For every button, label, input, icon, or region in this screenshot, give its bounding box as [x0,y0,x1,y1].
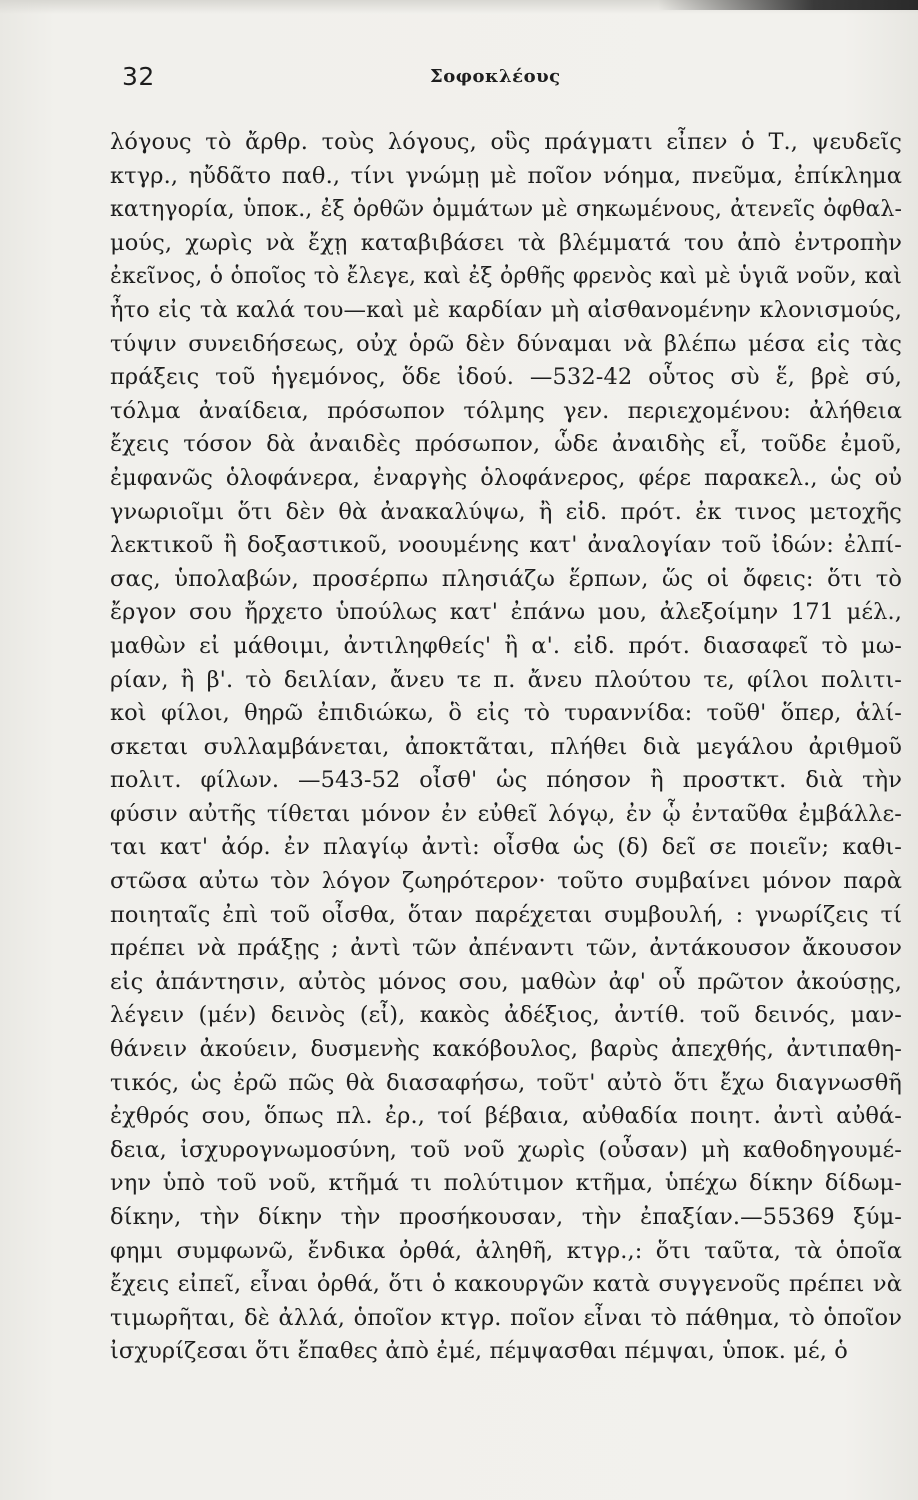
text-line: τικός, ὡς ἐρῶ πῶς θὰ διασαφήσω, τοῦτ' αὐτὸ ὅτι ἔχω διαγνωσθῆ [110,1069,902,1096]
text-line: εἰς ἀπάντησιν, αὐτὸς μόνος σου, μαθὼν ἀφ' οὗ πρῶτον ἀκούσῃς, [110,968,902,995]
text-line: κοὶ φίλοι, θηρῶ ἐπιδιώκω, ὃ εἰς τὸ τυραννίδα: τοῦθ' ὅπερ, ἁλί- [110,700,902,727]
text-line: ἐχθρός σου, ὅπως πλ. ἐρ., τοί βέβαια, αὐθαδία ποιητ. ἀντὶ αὐθά- [110,1103,902,1130]
text-line: μαθὼν εἰ μάθοιμι, ἀντιληφθείς' ἢ α'. εἰδ. πρότ. διασαφεῖ τὸ μω- [110,632,902,659]
text-line: νην ὑπὸ τοῦ νοῦ, κτῆμά τι πολύτιμον κτῆμα, ὑπέχω δίκην δίδωμ- [110,1170,902,1197]
text-line: πολιτ. φίλων. —543-52 οἶσθ' ὡς πόησον ἢ προστκτ. διὰ τὴν [110,767,902,794]
text-line: ποιηταῖς ἐπὶ τοῦ οἶσθα, ὅταν παρέχεται συμβουλή, : γνωρίζεις τί [110,901,902,928]
text-line: στῶσα αὐτω τὸν λόγον ζωηρότερον· τοῦτο συμβαίνει μόνον παρὰ [110,868,902,895]
text-line: ἰσχυρίζεσαι ὅτι ἔπαθες ἀπὸ ἐμέ, πέμψασθαι πέμψαι, ὑποκ. μέ, ὁ [110,1338,848,1365]
text-line: δεια, ἰσχυρογνωμοσύνη, τοῦ νοῦ χωρὶς (οὖσαν) μὴ καθοδηγουμέ- [110,1136,902,1163]
page-header [122,62,888,102]
text-line: ἔχεις εἰπεῖ, εἶναι ὀρθά, ὅτι ὁ κακουργῶν κατὰ συγγενοῦς πρέπει νὰ [110,1271,902,1298]
text-line: φύσιν αὐτῆς τίθεται μόνον ἐν εὐθεῖ λόγῳ, ἐν ᾧ ἐνταῦθα ἐμβάλλε- [110,800,902,827]
text-line: ρίαν, ἢ β'. τὸ δειλίαν, ἄνευ τε π. ἄνευ πλούτου τε, φίλοι πολιτι- [110,666,902,693]
text-line: τόλμα ἀναίδεια, πρόσωπον τόλμης γεν. περιεχομένου: ἀλήθεια [110,397,902,424]
text-line: κατηγορία, ὑποκ., ἐξ ὀρθῶν ὀμμάτων μὲ σηκωμένους, ἀτενεῖς ὀφθαλ- [110,197,902,223]
text-line: μούς, χωρὶς νὰ ἔχῃ καταβιβάσει τὰ βλέμματά του ἀπὸ ἐντροπὴν [110,229,902,256]
text-line: πρέπει νὰ πράξῃς ; ἀντὶ τῶν ἀπέναντι τῶν, ἀντάκουσον ἄκουσον [110,935,902,962]
text-line: ἐκεῖνος, ὁ ὁποῖος τὸ ἔλεγε, καὶ ἐξ ὀρθῆς φρενὸς καὶ μὲ ὑγιᾶ νοῦν, καὶ [110,264,902,290]
text-line: τιμωρῆται, δὲ ἀλλά, ὁποῖον κτγρ. ποῖον εἶναι τὸ πάθημα, τὸ ὁποῖον [110,1304,902,1331]
text-line: λέγειν (μέν) δεινὸς (εἶ), κακὸς ἀδέξιος, ἀντίθ. τοῦ δεινός, μαν- [110,1002,902,1029]
text-line: σκεται συλλαμβάνεται, ἀποκτᾶται, πλήθει διὰ μεγάλου ἀριθμοῦ [110,733,902,760]
text-line: θάνειν ἀκούειν, δυσμενὴς κακόβουλος, βαρὺς ἀπεχθής, ἀντιπαθη- [110,1036,902,1063]
text-line: ται κατ' ἀόρ. ἐν πλαγίῳ ἀντὶ: οἶσθα ὡς (δ) δεῖ σε ποιεῖν; καθι- [110,834,902,861]
text-line: τύψιν συνειδήσεως, οὐχ ὁρῶ δὲν δύναμαι νὰ βλέπω μέσα εἰς τὰς [110,330,902,357]
text-line: ἦτο εἰς τὰ καλά του—καὶ μὲ καρδίαν μὴ αἰσθανομένην κλονισμούς, [110,296,902,323]
text-line: ἐμφανῶς ὁλοφάνερα, ἐναργὴς ὁλοφάνερος, φέρε παρακελ., ὡς οὐ [110,464,902,491]
page-number: 32 [122,62,155,91]
text-line: γνωριοῖμι ὅτι δὲν θὰ ἀνακαλύψω, ἢ εἰδ. πρότ. ἐκ τινος μετοχῆς [110,498,902,525]
text-line: λόγους τὸ ἄρθρ. τοὺς λόγους, οὓς πράγματι εἶπεν ὁ Τ., ψευδεῖς [110,129,902,155]
page-corner-shadow [658,0,918,10]
commentary-text [110,126,902,1369]
text-line: φημι συμφωνῶ, ἔνδικα ὀρθά, ἀληθῆ, κτγρ.,: ὅτι ταῦτα, τὰ ὁποῖα [110,1237,902,1264]
text-line: κτγρ., ηὔδᾶτο παθ., τίνι γνώμῃ μὲ ποῖον νόημα, πνεῦμα, ἐπίκλημα [110,162,902,189]
text-line: δίκην, τὴν δίκην τὴν προσήκουσαν, τὴν ἐπαξίαν.—55369 ξύμ- [110,1204,902,1230]
text-line: λεκτικοῦ ἢ δοξαστικοῦ, νοουμένης κατ' ἀναλογίαν τοῦ ἰδών: ἐλπί- [110,532,902,559]
text-line: ἔργον σου ἤρχετο ὑπούλως κατ' ἐπάνω μου, ἀλεξοίμην 171 μέλ., [110,599,902,626]
text-line: ἔχεις τόσον δὰ ἀναιδὲς πρόσωπον, ὧδε ἀναιδὴς εἶ, τοῦδε ἐμοῦ, [110,431,902,458]
text-line: πράξεις τοῦ ἡγεμόνος, ὅδε ἰδού. —532-42 οὗτος σὺ ἕ, βρὲ σύ, [110,364,902,391]
text-line: σας, ὑπολαβών, προσέρπω πλησιάζω ἕρπων, ὥς οἱ ὄφεις: ὅτι τὸ [110,565,902,592]
running-head: Σοφοκλέους [430,66,561,87]
